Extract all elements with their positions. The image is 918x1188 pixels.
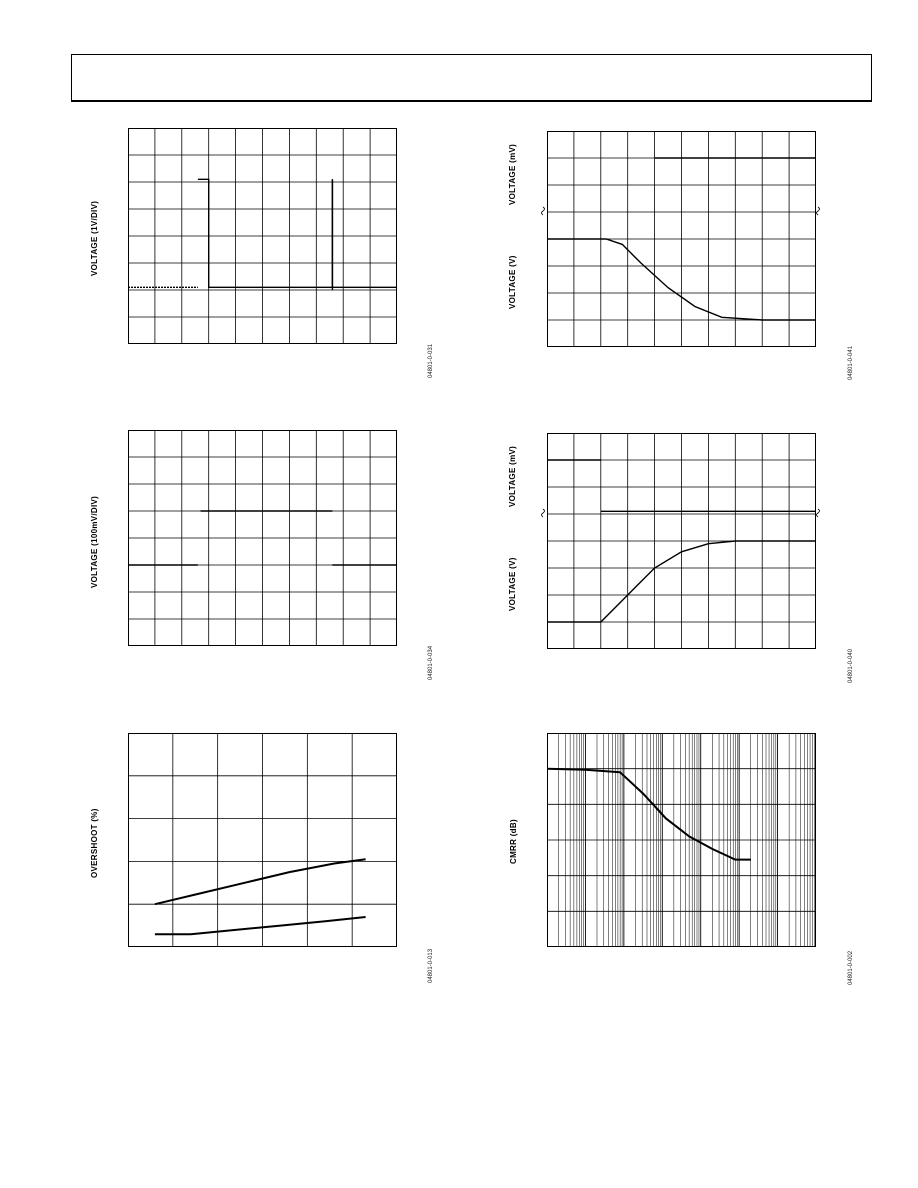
chart-pulse-response-100mv: [128, 430, 397, 646]
chart-settling-rising: [547, 433, 816, 649]
series-line-1: [155, 859, 366, 904]
series-line-2: [198, 179, 333, 290]
series-line-2: [155, 917, 366, 934]
chart-5-figure-code: 04801-0-040: [848, 648, 854, 683]
chart-overshoot: [128, 733, 397, 947]
chart-6-figure-code: 04801-0-002: [848, 950, 854, 985]
chart-5-ylabel-top: VOLTAGE (mV): [508, 445, 517, 507]
chart-settling-falling: [547, 131, 816, 347]
chart-2-figure-code: 04801-0-034: [428, 645, 434, 680]
axis-break-mark: [817, 509, 820, 517]
chart-2-ylabel: VOLTAGE (100mV/DIV): [90, 495, 99, 588]
axis-break-mark: [817, 207, 820, 215]
chart-1-ylabel: VOLTAGE (1V/DIV): [90, 200, 99, 276]
chart-4-figure-code: 04801-0-041: [848, 345, 854, 380]
chart-3-ylabel: OVERSHOOT (%): [90, 808, 99, 878]
axis-break-mark: [542, 207, 545, 215]
chart-4-ylabel-top: VOLTAGE (mV): [508, 143, 517, 205]
chart-3-figure-code: 04801-0-013: [428, 948, 434, 983]
chart-4-ylabel-bottom: VOLTAGE (V): [508, 255, 517, 309]
chart-6-ylabel: CMRR (dB): [509, 819, 518, 864]
page-header-box: [71, 54, 872, 102]
chart-pulse-response-1v: [128, 128, 397, 344]
chart-5-ylabel-bottom: VOLTAGE (V): [508, 557, 517, 611]
axis-break-mark: [542, 509, 545, 517]
series-line-3: [332, 179, 397, 287]
series-line-1: [547, 769, 751, 860]
chart-1-figure-code: 04801-0-031: [428, 343, 434, 378]
chart-cmrr: [547, 733, 816, 947]
